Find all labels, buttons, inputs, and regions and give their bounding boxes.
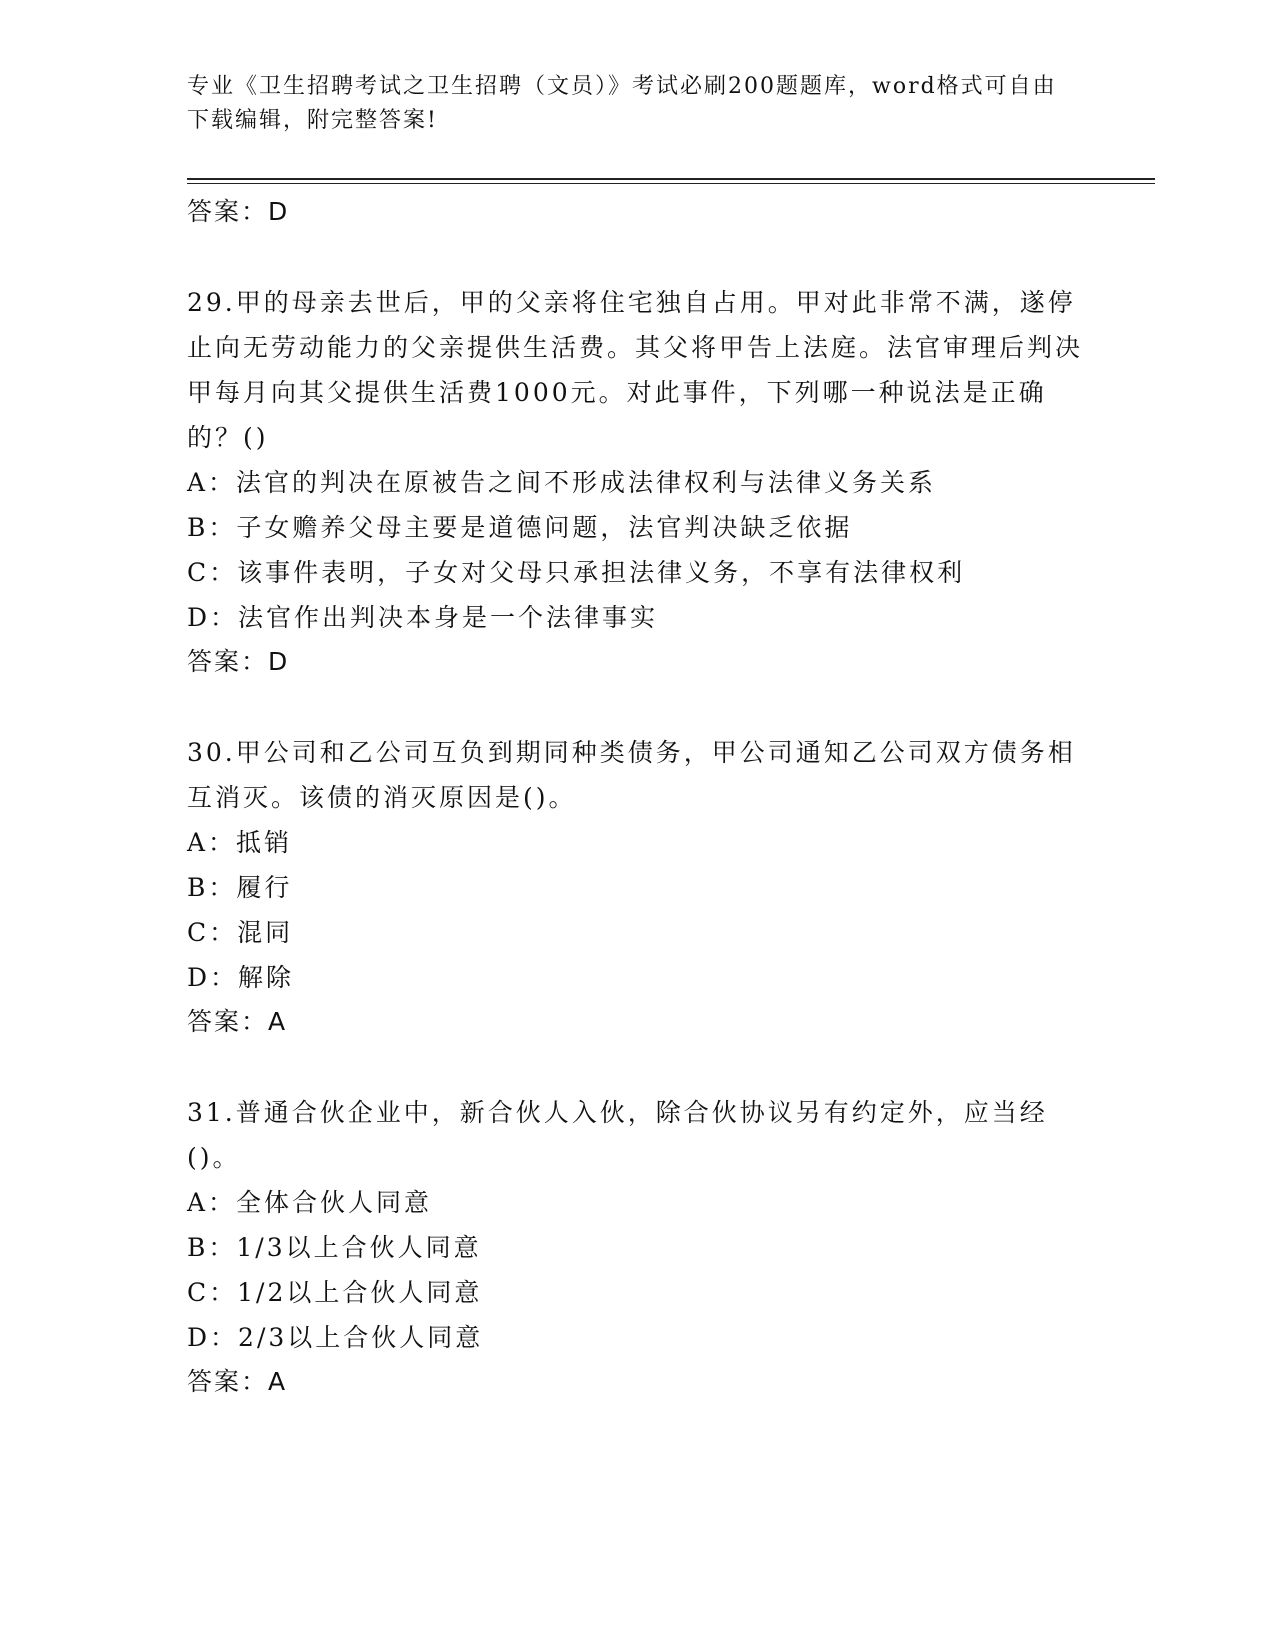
option-a: A：法官的判决在原被告之间不形成法律权利与法律义务关系 [187,468,937,497]
previous-answer: 答案：D [187,197,290,226]
answer-line: 答案：D [187,647,290,676]
option-d: D：法官作出判决本身是一个法律事实 [187,603,659,632]
page-header: 专业《卫生招聘考试之卫生招聘（文员）》考试必刷200题题库，word格式可自由下载编辑，附完整答案! [187,74,1057,133]
header-divider [187,178,1155,180]
question-stem: 29.甲的母亲去世后，甲的父亲将住宅独自占用。甲对此非常不满，遂停止向无劳动能力的父亲提供生活费。其父将甲告上法庭。法官审理后判决甲每月向其父提供生活费1000元。对此事件，下列哪一种说法是正确的？() [187,288,1084,452]
header-divider-thin [187,183,1155,184]
option-c: C：1/2以上合伙人同意 [187,1278,483,1307]
question-stem: 31.普通合伙企业中，新合伙人入伙，除合伙协议另有约定外，应当经()。 [187,1098,1048,1172]
option-d: D：解除 [187,963,295,992]
option-d: D：2/3以上合伙人同意 [187,1323,484,1352]
question-30 [187,730,1087,1044]
option-b: B：1/3以上合伙人同意 [187,1233,482,1262]
option-b: B：子女赡养父母主要是道德问题，法官判决缺乏依据 [187,513,853,542]
question-31 [187,1090,1087,1404]
option-c: C：该事件表明，子女对父母只承担法律义务，不享有法律权利 [187,558,966,587]
option-a: A：全体合伙人同意 [187,1188,433,1217]
option-c: C：混同 [187,918,294,947]
answer-line: 答案：A [187,1007,288,1036]
option-b: B：履行 [187,873,293,902]
question-29 [187,280,1087,684]
question-stem: 30.甲公司和乙公司互负到期同种类债务，甲公司通知乙公司双方债务相互消灭。该债的消灭原因是()。 [187,738,1076,812]
answer-line: 答案：A [187,1367,288,1396]
option-a: A：抵销 [187,828,293,857]
question-list [187,190,1087,1404]
